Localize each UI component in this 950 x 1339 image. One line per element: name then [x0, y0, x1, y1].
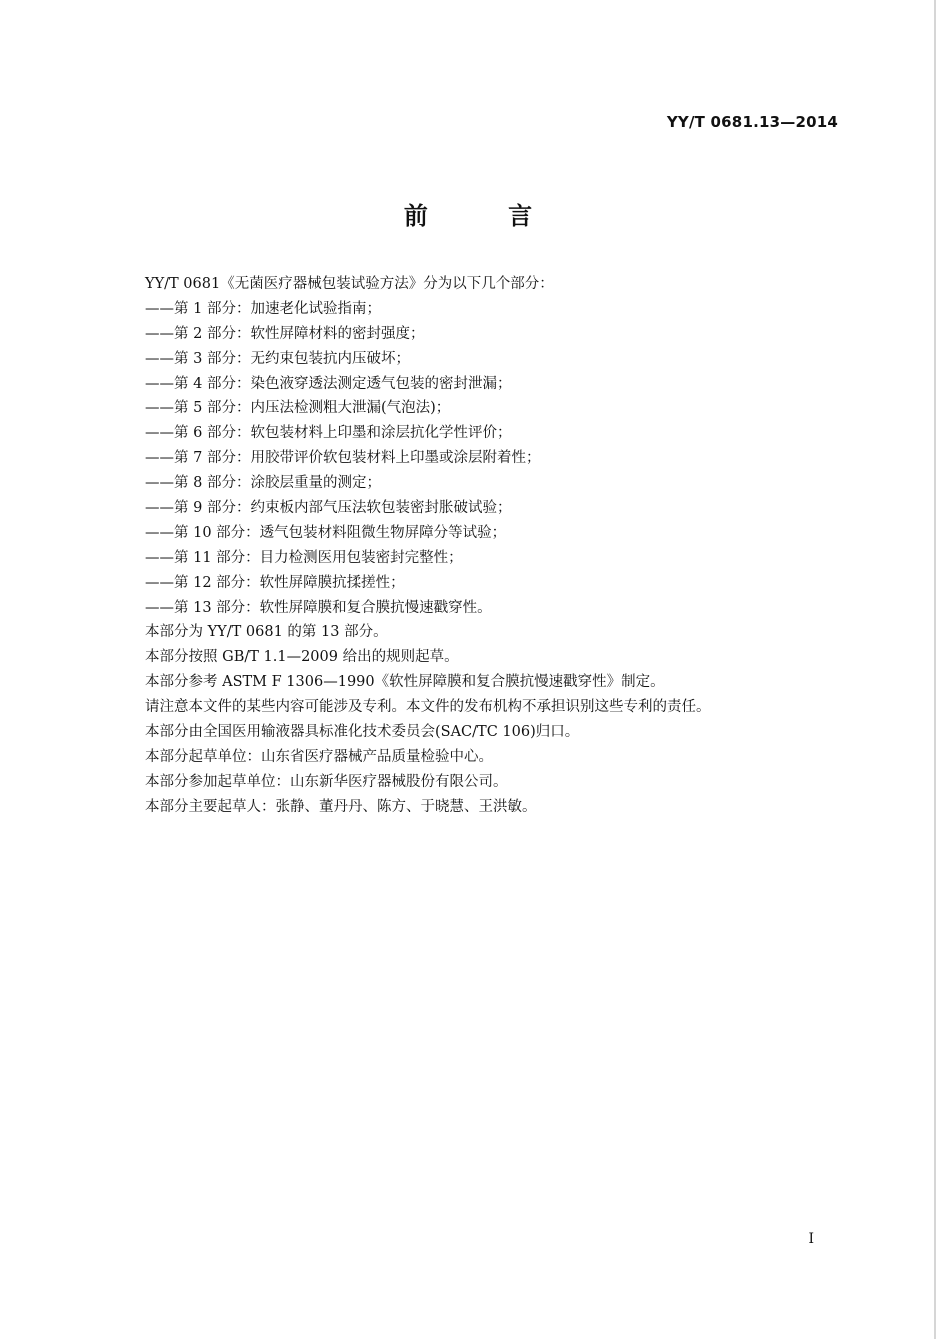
part-item: ——第 7 部分：用胶带评价软包装材料上印墨或涂层附着性； [145, 450, 541, 467]
part-item: ——第 11 部分：目力检测医用包装密封完整性； [145, 549, 463, 566]
statement-line: 本部分起草单位：山东省医疗器械产品质量检验中心。 [145, 748, 493, 765]
part-item: ——第 6 部分：软包装材料上印墨和涂层抗化学性评价； [145, 425, 512, 442]
part-item: ——第 1 部分：加速老化试验指南； [145, 300, 381, 317]
statement-line: 本部分参加起草单位：山东新华医疗器械股份有限公司。 [145, 773, 508, 790]
statement-line: 本部分主要起草人：张静、董丹丹、陈方、于晓慧、王洪敏。 [145, 798, 537, 815]
part-item: ——第 9 部分：约束板内部气压法软包装密封胀破试验； [145, 500, 512, 517]
standard-code: YY/T 0681.13—2014 [666, 113, 838, 131]
statement-line: 本部分按照 GB/T 1.1—2009 给出的规则起草。 [145, 649, 459, 666]
part-item: ——第 4 部分：染色液穿透法测定透气包装的密封泄漏； [145, 375, 512, 392]
part-item: ——第 13 部分：软性屏障膜和复合膜抗慢速戳穿性。 [145, 599, 492, 616]
part-item: ——第 2 部分：软性屏障材料的密封强度； [145, 325, 425, 342]
statement-line: 本部分参考 ASTM F 1306—1990《软性屏障膜和复合膜抗慢速戳穿性》制定。 [145, 674, 665, 691]
intro-line: YY/T 0681《无菌医疗器械包装试验方法》分为以下几个部分： [145, 276, 554, 292]
statement-line: 请注意本文件的某些内容可能涉及专利。本文件的发布机构不承担识别这些专利的责任。 [145, 699, 711, 716]
part-item: ——第 8 部分：涂胶层重量的测定； [145, 475, 381, 492]
page-title: 前 言 [403, 202, 569, 230]
statement-line: 本部分为 YY/T 0681 的第 13 部分。 [145, 624, 388, 641]
part-item: ——第 10 部分：透气包装材料阻微生物屏障分等试验； [145, 524, 507, 541]
part-item: ——第 3 部分：无约束包装抗内压破坏； [145, 350, 410, 367]
statement-line: 本部分由全国医用输液器具标准化技术委员会(SAC/TC 106)归口。 [145, 724, 580, 741]
part-item: ——第 5 部分：内压法检测粗大泄漏(气泡法)； [145, 400, 451, 417]
foreword-body [145, 272, 845, 820]
part-item: ——第 12 部分：软性屏障膜抗揉搓性； [145, 574, 405, 591]
page-number: I [808, 1231, 814, 1247]
